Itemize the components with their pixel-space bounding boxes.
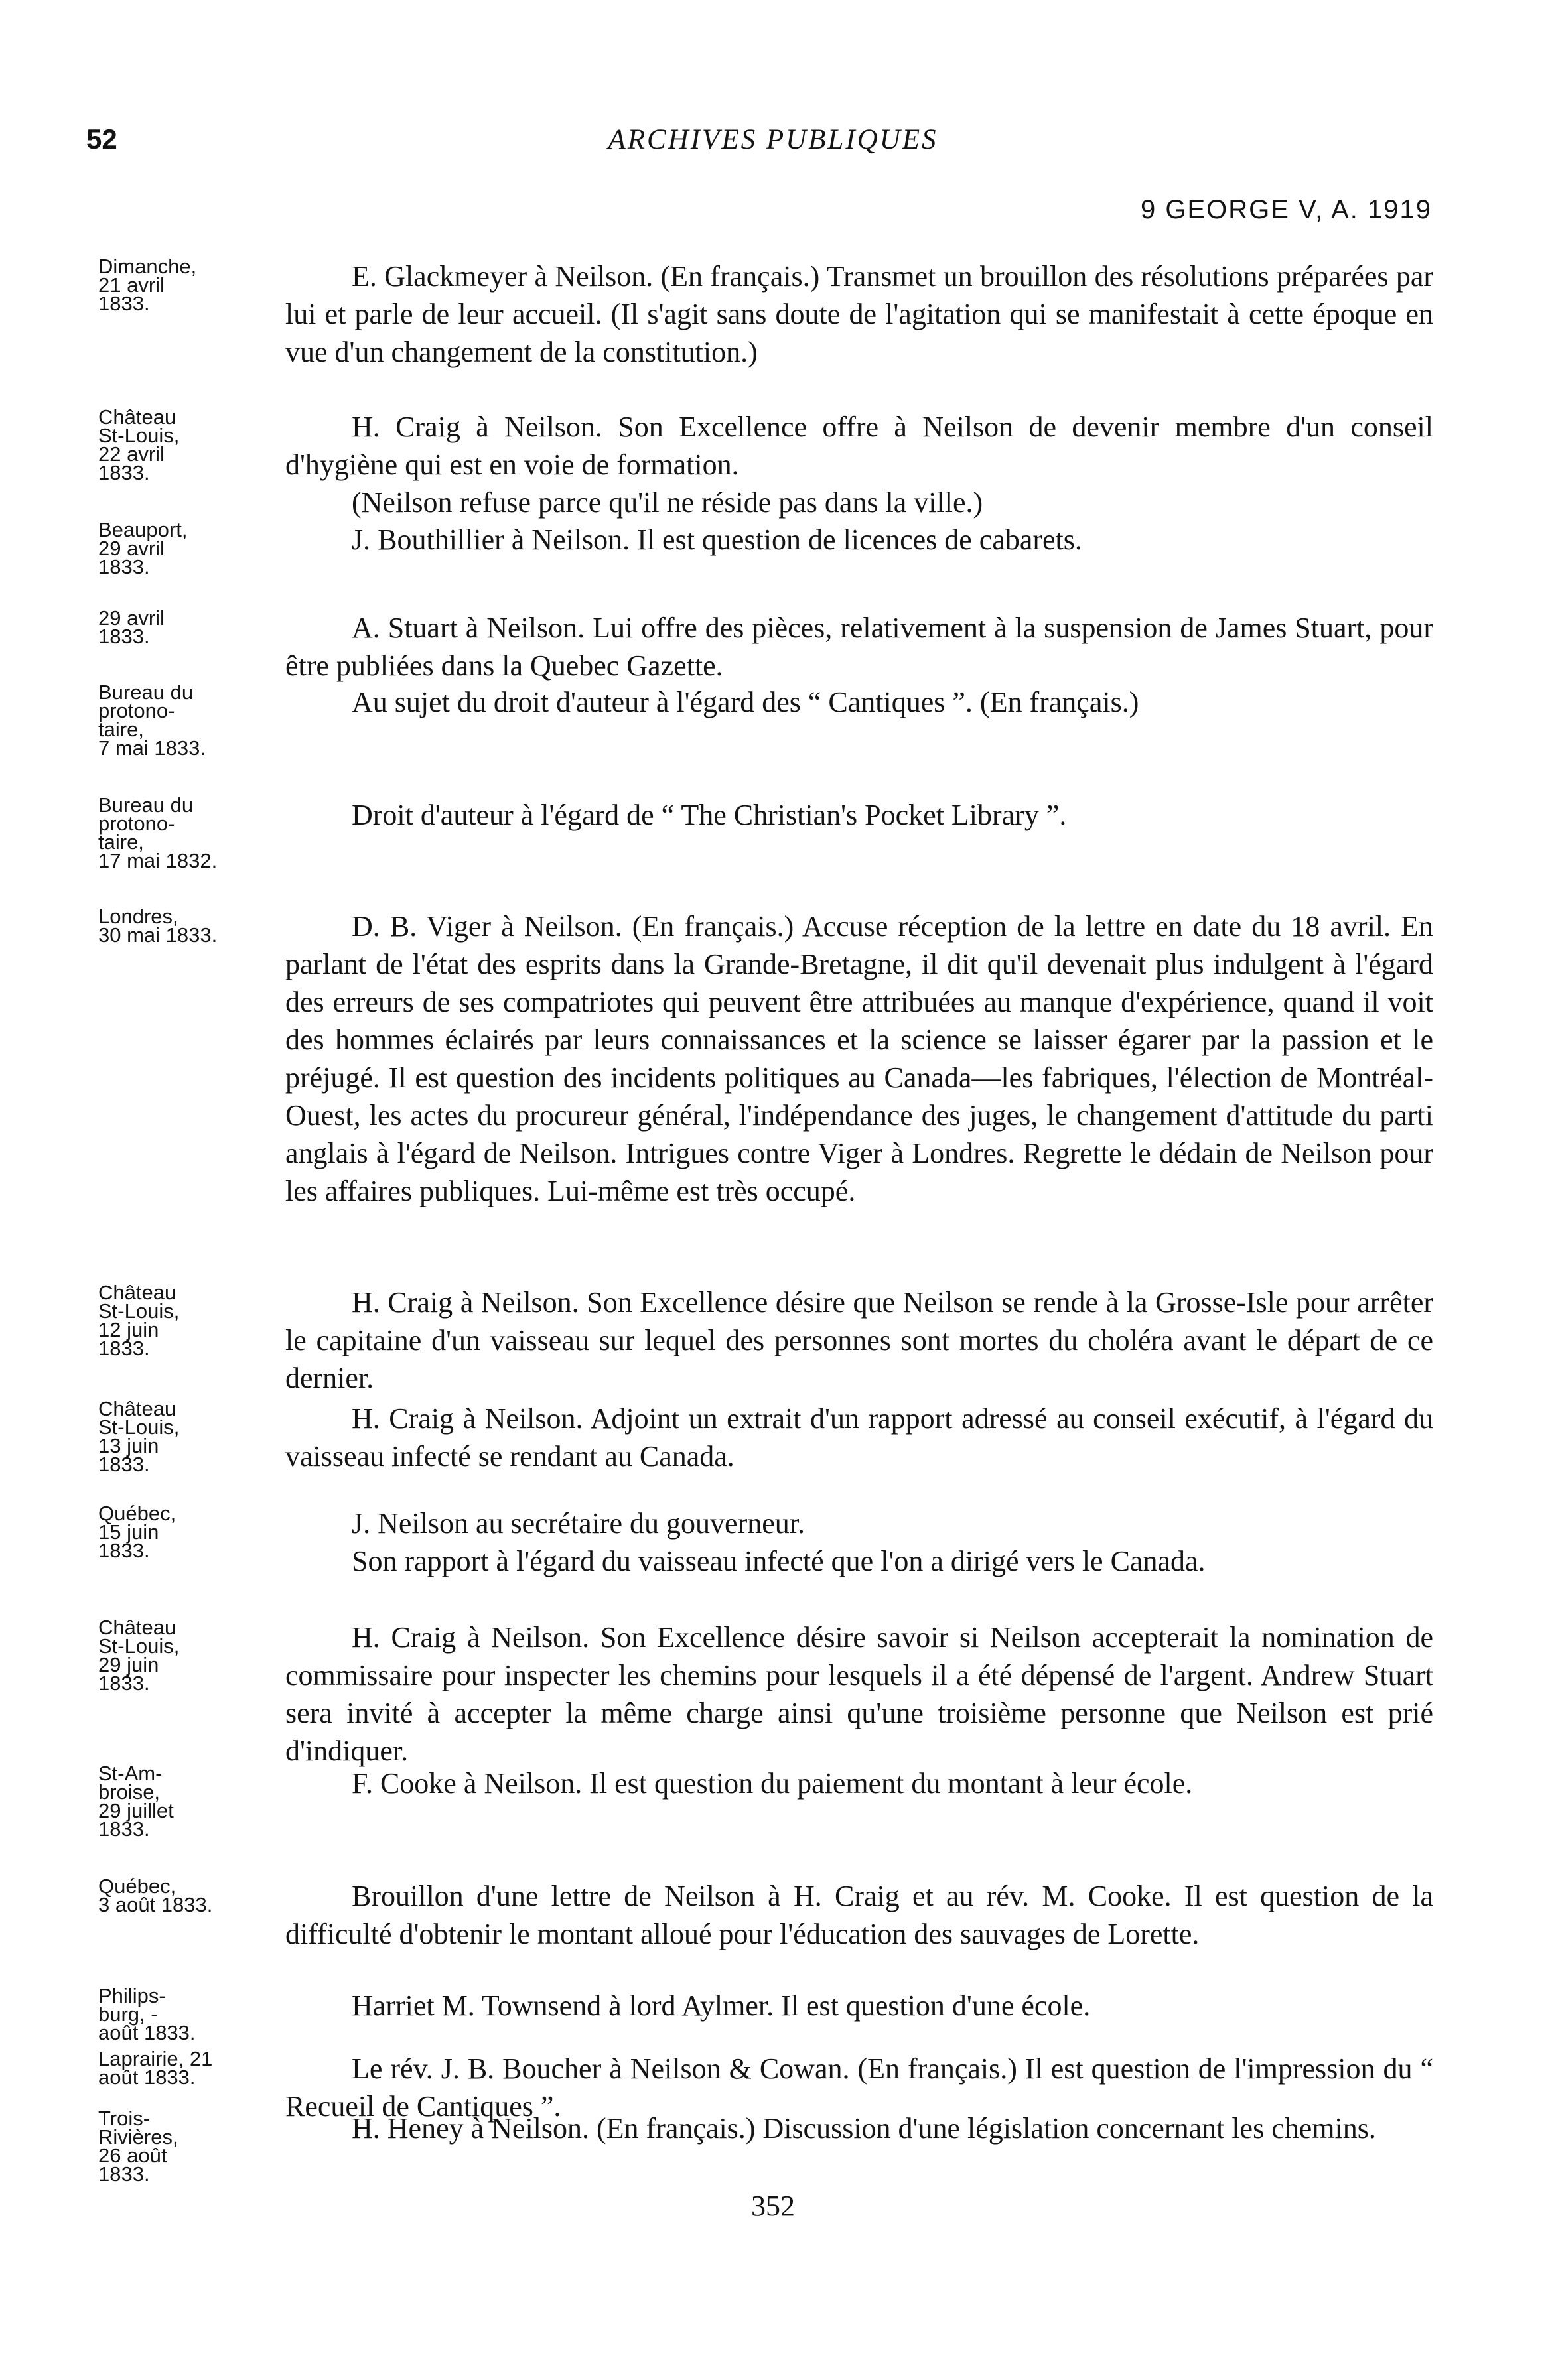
entry-date: Dimanche, 21 avril 1833.: [98, 255, 197, 315]
entry-text: [285, 907, 1433, 1210]
entry-paragraph: A. Stuart à Neilson. Lui offre des pièces, relativement à la suspension de James Stuart, pour être publiées dans la Quebec Gazette.: [285, 612, 1433, 682]
entry-date: Château St-Louis, 29 juin 1833.: [98, 1616, 180, 1695]
entry-text: [285, 1877, 1433, 1953]
entry-paragraph: E. Glackmeyer à Neilson. (En français.) Transmet un brouillon des résolutions préparées par lui et parle de leur accueil. (Il s'agit sans doute de l'agitation qui se manifestait à cette époque en vue d'un changement de la constitution.): [285, 260, 1433, 368]
entry-text: [285, 1400, 1433, 1475]
entry-date: St-Am- broise, 29 juillet 1833.: [98, 1762, 174, 1841]
entry-paragraph: F. Cooke à Neilson. Il est question du paiement du montant à leur école.: [352, 1767, 1193, 1800]
entry-text: [285, 609, 1433, 685]
entry-date: Bureau du protono- taire, 7 mai 1833.: [98, 681, 206, 760]
entry-text: [285, 1987, 1433, 2024]
entry-date: 29 avril 1833.: [98, 606, 165, 648]
entry-date: Londres, 30 mai 1833.: [98, 905, 218, 947]
entry-text: [285, 1284, 1433, 1397]
entry-paragraph: J. Bouthillier à Neilson. Il est question de licences de cabarets.: [352, 523, 1082, 556]
entry-text: [285, 683, 1433, 721]
page-number: 52: [86, 123, 117, 155]
entry-text: [285, 1504, 1433, 1580]
entry-date: Beauport, 29 avril 1833.: [98, 518, 188, 578]
entry-date: Bureau du protono- taire, 17 mai 1832.: [98, 793, 218, 872]
session-label: 9 GEORGE V, A. 1919: [1141, 195, 1432, 224]
entry-paragraph: (Neilson refuse parce qu'il ne réside pas dans la ville.): [352, 486, 983, 519]
entry-paragraph: Harriet M. Townsend à lord Aylmer. Il est question d'une école.: [352, 1989, 1091, 2022]
entry-date: Québec, 15 juin 1833.: [98, 1502, 176, 1562]
entry-date: Trois- Rivières, 26 août 1833.: [98, 2107, 178, 2186]
entry-paragraph: H. Craig à Neilson. Son Excellence désire savoir si Neilson accepterait la nomination de commissaire pour inspecter les chemins pour lesquels il a été dépensé de l'argent. Andrew Stuart sera invité à accepter la même charge ainsi qu'une troisième personne que Neilson est prié d'indiquer.: [285, 1621, 1433, 1767]
entry-paragraph: H. Heney à Neilson. (En français.) Discussion d'une législation concernant les chemins.: [352, 2112, 1376, 2145]
entry-date: Laprairie, 21 août 1833.: [98, 2047, 213, 2089]
entry-paragraph: Brouillon d'une lettre de Neilson à H. Craig et au rév. M. Cooke. Il est question de la difficulté d'obtenir le montant alloué pour l'éducation des sauvages de Lorette.: [285, 1880, 1433, 1950]
entry-paragraph: Le rév. J. B. Boucher à Neilson & Cowan. (En français.) Il est question de l'impression du “ Recueil de Cantiques ”.: [285, 2052, 1433, 2123]
entry-text: [285, 2109, 1433, 2147]
entry-text: [285, 796, 1433, 834]
folio-number: 352: [751, 2190, 795, 2222]
entry-date: Québec, 3 août 1833.: [98, 1875, 213, 1916]
entry-text: [285, 257, 1433, 371]
entry-text: [285, 1619, 1433, 1770]
entry-paragraph: Son rapport à l'égard du vaisseau infecté que l'on a dirigé vers le Canada.: [352, 1545, 1206, 1577]
entry-paragraph: H. Craig à Neilson. Son Excellence désire que Neilson se rende à la Grosse-Isle pour arrêter le capitaine d'un vaisseau sur lequel des personnes sont mortes du choléra avant le départ de ce dernier.: [285, 1286, 1433, 1394]
entry-text: [285, 521, 1433, 559]
running-title: ARCHIVES PUBLIQUES: [608, 124, 938, 155]
entry-paragraph: H. Craig à Neilson. Adjoint un extrait d'un rapport adressé au conseil exécutif, à l'égard du vaisseau infecté se rendant au Canada.: [285, 1402, 1433, 1473]
entry-paragraph: H. Craig à Neilson. Son Excellence offre à Neilson de devenir membre d'un conseil d'hygiène qui est en voie de formation.: [285, 411, 1433, 481]
entry-date: Château St-Louis, 13 juin 1833.: [98, 1397, 180, 1476]
entry-date: Château St-Louis, 22 avril 1833.: [98, 405, 180, 484]
entry-text: [285, 1764, 1433, 1802]
entry-date: Château St-Louis, 12 juin 1833.: [98, 1281, 180, 1360]
entry-paragraph: J. Neilson au secrétaire du gouverneur.: [352, 1507, 805, 1540]
entry-text: [285, 408, 1433, 521]
entry-paragraph: Au sujet du droit d'auteur à l'égard des “ Cantiques ”. (En français.): [352, 686, 1139, 718]
entry-date: Philips- burg, - août 1833.: [98, 1984, 196, 2044]
entry-paragraph: Droit d'auteur à l'égard de “ The Christian's Pocket Library ”.: [352, 799, 1067, 831]
entry-paragraph: D. B. Viger à Neilson. (En français.) Accuse réception de la lettre en date du 18 avril. En parlant de l'état des esprits dans la Grande-Bretagne, il dit qu'il devenait plus indulgent à l'égard des erreurs de ses compatriotes qui peuvent être attribuées au manque d'expérience, quand il voit des hommes éclairés par leurs connaissances et la science se laisser égarer par la passion et le préjugé. Il est question des incidents politiques au Canada—les fabriques, l'élection de Montréal-Ouest, les actes du procureur général, l'indépendance des juges, le changement d'attitude du parti anglais à l'égard de Neilson. Intrigues contre Viger à Londres. Regrette le dédain de Neilson pour les affaires publiques. Lui-même est très occupé.: [285, 910, 1433, 1207]
